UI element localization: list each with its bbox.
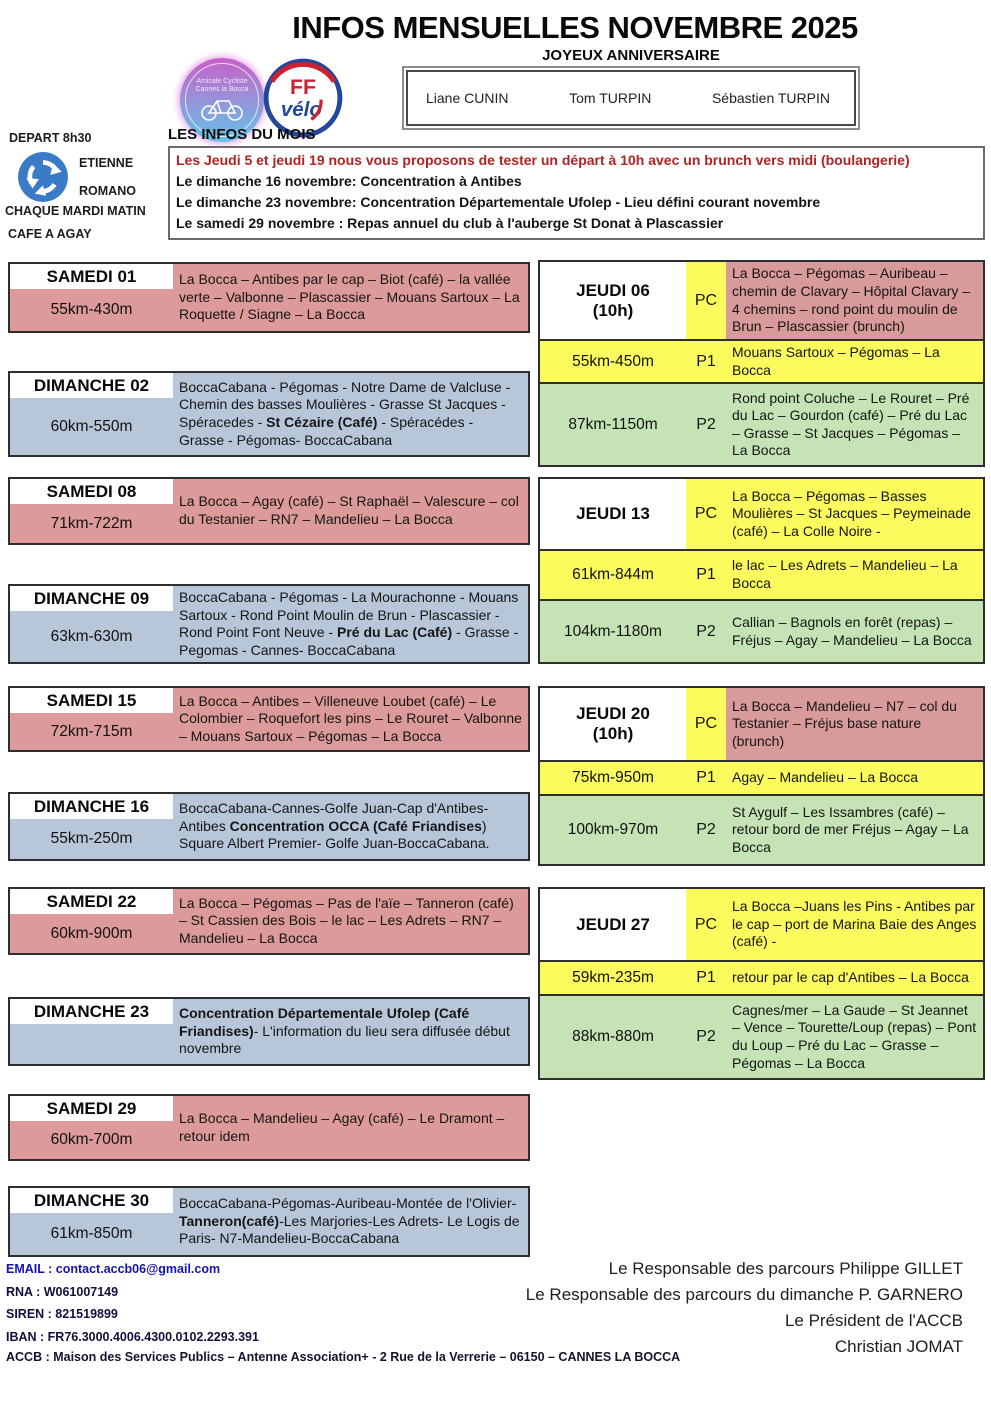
thursday-route-p1: le lac – Les Adrets – Mandelieu – La Bocca (732, 557, 958, 591)
thursday-route-p2: Cagnes/mer – La Gaude – St Jeannet – Vence – Tourette/Loup (repas) – Pont du Loup – Pré du Lac – Grasse – Pégomas – La Bocca (732, 1001, 977, 1071)
ride-block-dimanche-09 (8, 584, 530, 664)
ride-block-samedi-22 (8, 887, 530, 955)
infos-line: Le dimanche 23 novembre: Concentration Départementale Ufolep - Lieu défini courant novembre (176, 194, 821, 210)
thursday-distance-p2: 104km-1180m (564, 622, 662, 640)
ride-day: DIMANCHE 23 (10, 999, 173, 1024)
thursday-route-p2: Rond point Coluche – Le Rouret – Pré du Lac – Gourdon (café) – Pré du Lac – Grasse – St Jacques – Pégomas – La Bocca (732, 389, 970, 459)
thursday-distance-p1: 75km-950m (572, 769, 654, 786)
thursday-route-p1: Agay – Mandelieu – La Bocca (732, 769, 919, 786)
ride-block-dimanche-16 (8, 792, 530, 861)
ride-distance (10, 1024, 173, 1064)
ride-day: DIMANCHE 09 (10, 586, 173, 611)
ride-route: La Bocca – Agay (café) – St Raphaël – Valescure – col du Testanier – RN7 – Mandelieu – La Bocca (179, 493, 519, 527)
ride-block-samedi-01 (8, 262, 530, 333)
infos-title: LES INFOS DU MOIS (168, 126, 316, 143)
group-label-pc: PC (686, 889, 726, 960)
infos-box (168, 146, 985, 240)
group-label-p2: P2 (696, 415, 716, 433)
ride-distance: 61km-850m (50, 1225, 133, 1242)
group-label-pc: PC (686, 262, 726, 339)
iban-line: IBAN : FR76.3000.4006.4300.0102.2293.391 (6, 1329, 259, 1344)
birthday-title: JOYEUX ANNIVERSAIRE (542, 47, 720, 64)
thursday-block-jeudi-06 (538, 260, 985, 467)
ride-route: Concentration Départementale Ufolep (Café Friandises)- L'information du lieu sera diffusée début novembre (179, 1005, 510, 1057)
ride-route: La Bocca – Mandelieu – Agay (café) – Le Dramont – retour idem (179, 1109, 505, 1144)
thursday-distance-p1: 61km-844m (572, 566, 654, 583)
ride-day: SAMEDI 01 (10, 264, 173, 289)
ride-block-samedi-29 (8, 1094, 530, 1161)
group-label-p2: P2 (696, 821, 716, 838)
group-label-p2: P2 (696, 622, 716, 640)
roundabout-icon (17, 151, 69, 203)
siren-line: SIREN : 821519899 (6, 1307, 118, 1321)
signature-line: Le Responsable des parcours du dimanche P. GARNERO (525, 1285, 963, 1304)
footer-signatures (526, 1256, 963, 1360)
contact-name-line2: ROMANO (79, 184, 136, 198)
thursday-route-pc: La Bocca –Juans les Pins - Antibes par le cap – port de Marina Baie des Anges (café) - (732, 898, 977, 950)
thursday-distance-p2: 88km-880m (572, 1028, 654, 1045)
group-label-p1: P1 (696, 566, 716, 583)
ride-block-dimanche-23 (8, 997, 530, 1066)
ride-distance: 71km-722m (50, 514, 133, 532)
birthday-name: Tom TURPIN (569, 90, 652, 106)
ffvelo-velo-text: vélo (280, 98, 322, 122)
group-label-pc: PC (686, 688, 726, 760)
birthday-name: Sébastien TURPIN (711, 90, 830, 106)
signature-line: Le Responsable des parcours Philippe GILLET (608, 1259, 963, 1278)
ride-distance: 60km-550m (50, 417, 133, 435)
signature-line: Le Président de l'ACCB (784, 1311, 963, 1330)
thursday-route-pc: La Bocca – Pégomas – Basses Moulières – St Jacques – Peymeinade (café) – La Colle Noire - (732, 487, 971, 539)
thursday-distance-p1: 55km-450m (572, 352, 654, 370)
ride-day: DIMANCHE 02 (10, 373, 173, 398)
infos-line: Le dimanche 16 novembre: Concentration à Antibes (176, 173, 522, 189)
rna-line: RNA : W061007149 (6, 1284, 119, 1299)
accb-address-line: ACCB : Maison des Services Publics – Antenne Association+ - 2 Rue de la Verrerie – 06150 – CANNES LA BOCCA (6, 1350, 681, 1364)
thursday-day: JEUDI 13 (576, 504, 650, 523)
ride-route: BoccaCabana-Cannes-Golfe Juan-Cap d'Antibes- Antibes Concentration OCCA (Café Friandises) Square Albert Premier- Golfe Juan-BoccaCabana. (179, 800, 490, 852)
ride-block-samedi-15 (8, 686, 530, 752)
thursday-distance-p1: 59km-235m (572, 969, 654, 986)
ride-distance: 55km-250m (50, 830, 133, 847)
ride-distance: 72km-715m (50, 722, 133, 740)
contact-name-line1: ETIENNE (79, 156, 134, 170)
thursday-block-jeudi-13 (538, 477, 985, 664)
group-label-pc: PC (686, 479, 726, 549)
group-label-p1: P1 (696, 969, 716, 986)
ride-day: SAMEDI 29 (10, 1096, 173, 1121)
ride-day: SAMEDI 08 (10, 479, 173, 504)
thursday-distance-p2: 87km-1150m (568, 415, 658, 433)
ride-day: SAMEDI 22 (10, 889, 173, 914)
group-label-p2: P2 (696, 1028, 716, 1045)
ride-block-samedi-08 (8, 477, 530, 545)
ride-distance: 55km-430m (50, 301, 133, 318)
thursday-day: JEUDI 20 (576, 704, 650, 723)
ride-day: DIMANCHE 16 (10, 794, 173, 819)
tuesday-schedule: CHAQUE MARDI MATIN (5, 204, 146, 218)
thursday-block-jeudi-27 (538, 887, 985, 1080)
ride-route: BoccaCabana-Pégomas-Auribeau-Montée de l'Olivier-Tanneron(café)-Les Marjories-Les Adrets- Le Logis de Paris- N7-Mandelieu-BoccaCabana (179, 1195, 520, 1247)
thursday-block-jeudi-20 (538, 686, 985, 866)
ride-block-dimanche-02 (8, 371, 530, 457)
club-logo-text-1: Amicale Cycliste (196, 78, 248, 85)
ride-route: La Bocca – Antibes par le cap – Biot (café) – la vallée verte – Valbonne – Plascassier – Mouans Sartoux – La Roquette / Siagne – La Bocca (179, 271, 520, 323)
cafe-location: CAFE A AGAY (8, 227, 92, 241)
birthday-box (402, 66, 860, 130)
thursday-day: JEUDI 27 (576, 914, 650, 934)
birthday-name: Liane CUNIN (426, 90, 509, 106)
club-logo-text-2: Cannes la Bocca (195, 86, 249, 93)
ride-distance: 60km-700m (50, 1131, 133, 1148)
thursday-day-time: (10h) (592, 724, 634, 743)
signature-line: Christian JOMAT (834, 1337, 963, 1356)
thursday-route-p1: Mouans Sartoux – Pégomas – La Bocca (732, 344, 940, 378)
ride-route: La Bocca – Antibes – Villeneuve Loubet (café) – Le Colombier – Roquefort les pins – Le Rouret – Valbonne – Mouans Sartoux – Pégomas – La Bocca (179, 692, 522, 744)
thursday-distance-p2: 100km-970m (567, 821, 659, 838)
thursday-route-p1: retour par le cap d'Antibes – La Bocca (732, 969, 969, 986)
ride-day: DIMANCHE 30 (10, 1188, 173, 1213)
ride-day: SAMEDI 15 (10, 688, 173, 713)
ride-distance: 63km-630m (50, 627, 133, 645)
sidebar-depart-info (5, 131, 173, 241)
ride-block-dimanche-30 (8, 1186, 530, 1257)
ride-route: La Bocca – Pégomas – Pas de l'aïe – Tanneron (café) – St Cassien des Bois – le lac – Les Adrets – RN7 – Mandelieu – La Bocca (179, 894, 514, 946)
thursday-route-pc: La Bocca – Mandelieu – N7 – col du Testanier – Fréjus base nature (brunch) (732, 697, 957, 749)
thursday-route-pc: La Bocca – Pégomas – Auribeau – chemin de Clavary – Hôpital Clavary – 4 chemins – rond point du moulin de Brun – Plascassier (brunch) (732, 265, 971, 335)
ride-route: BoccaCabana - Pégomas - Notre Dame de Valcluse - Chemin des basses Moulières - Grasse St Jacques - Spéracedes - St Cézaire (Café) - Spéracédes - Grasse - Pégomas- BoccaCabana (179, 378, 511, 448)
ride-distance: 60km-900m (50, 924, 133, 942)
page-title: INFOS MENSUELLES NOVEMBRE 2025 (292, 10, 858, 45)
ride-route: BoccaCabana - Pégomas - La Mourachonne - Mouans Sartoux - Rond Point Moulin de Brun - Plascassier - Rond Point Font Neuve - Pré du Lac (Café) - Grasse - Pegomas - Cannes- BoccaCabana (179, 589, 519, 658)
ffvelo-ff-text: FF (289, 74, 317, 99)
group-label-p1: P1 (696, 352, 716, 370)
infos-highlight: Les Jeudi 5 et jeudi 19 nous vous proposons de tester un départ à 10h avec un brunch vers midi (boulangerie) (176, 152, 910, 168)
footer-club-ids (6, 1262, 259, 1352)
infos-line: Le samedi 29 novembre : Repas annuel du club à l'auberge St Donat à Plascassier (176, 215, 724, 231)
group-label-p1: P1 (696, 769, 716, 786)
email-line[interactable]: EMAIL : contact.accb06@gmail.com (6, 1262, 221, 1276)
thursday-day-time: (10h) (592, 300, 634, 320)
thursday-day: JEUDI 06 (576, 280, 650, 300)
depart-time: DEPART 8h30 (9, 131, 92, 145)
thursday-route-p2: Callian – Bagnols en forêt (repas) – Fréjus – Agay – Mandelieu – La Bocca (732, 613, 972, 648)
thursday-route-p2: St Aygulf – Les Issambres (café) – retour bord de mer Fréjus – Agay – La Bocca (732, 803, 969, 855)
